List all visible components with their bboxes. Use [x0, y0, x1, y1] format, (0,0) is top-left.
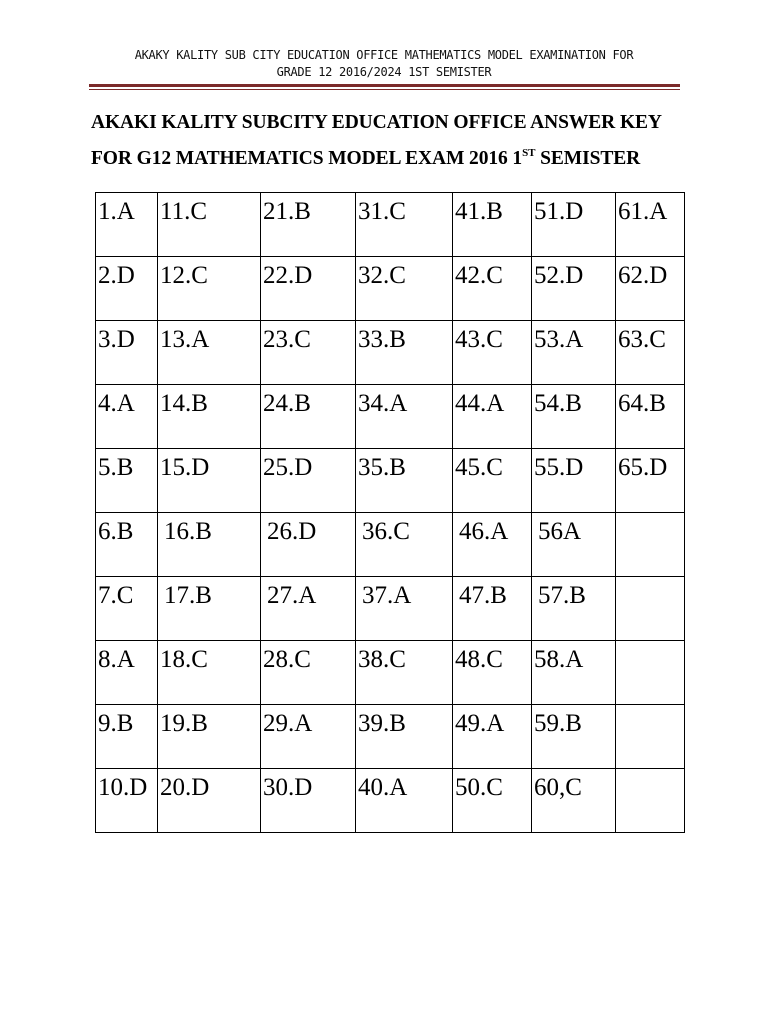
answer-cell: 44.A — [453, 385, 532, 449]
answer-cell: 19.B — [158, 705, 261, 769]
answer-cell: 22.D — [261, 257, 356, 321]
answer-cell: 54.B — [532, 385, 616, 449]
answer-cell: 16.B — [158, 513, 261, 577]
answer-cell: 56A — [532, 513, 616, 577]
answer-cell: 41.B — [453, 193, 532, 257]
header-rule-thick — [89, 84, 680, 87]
answer-cell: 18.C — [158, 641, 261, 705]
answer-cell: 64.B — [616, 385, 685, 449]
answer-cell: 3.D — [96, 321, 158, 385]
answer-cell: 1.A — [96, 193, 158, 257]
table-row — [96, 513, 685, 577]
answer-cell: 43.C — [453, 321, 532, 385]
answer-cell: 2.D — [96, 257, 158, 321]
answer-cell: 12.C — [158, 257, 261, 321]
answer-cell: 31.C — [356, 193, 453, 257]
table-row — [96, 321, 685, 385]
answer-cell: 21.B — [261, 193, 356, 257]
answer-cell: 11.C — [158, 193, 261, 257]
title-superscript: ST — [522, 147, 536, 159]
title-line-1: AKAKI KALITY SUBCITY EDUCATION OFFICE ANSWER KEY — [91, 112, 662, 133]
answer-cell: 50.C — [453, 769, 532, 833]
document-title — [91, 105, 731, 177]
answer-cell: 57.B — [532, 577, 616, 641]
answer-cell: 52.D — [532, 257, 616, 321]
answer-cell: 34.A — [356, 385, 453, 449]
answer-cell: 59.B — [532, 705, 616, 769]
answer-cell: 63.C — [616, 321, 685, 385]
answer-cell: 33.B — [356, 321, 453, 385]
answer-cell: 27.A — [261, 577, 356, 641]
answer-cell: 13.A — [158, 321, 261, 385]
answer-cell: 28.C — [261, 641, 356, 705]
answer-cell: 35.B — [356, 449, 453, 513]
answer-cell: 7.C — [96, 577, 158, 641]
answer-cell: 20.D — [158, 769, 261, 833]
answer-cell: 15.D — [158, 449, 261, 513]
table-row — [96, 769, 685, 833]
answer-cell — [616, 513, 685, 577]
answer-cell — [616, 769, 685, 833]
answer-cell — [616, 705, 685, 769]
answer-cell: 46.A — [453, 513, 532, 577]
answer-cell — [616, 641, 685, 705]
table-row — [96, 705, 685, 769]
answer-cell: 55.D — [532, 449, 616, 513]
table-row — [96, 641, 685, 705]
header-rule-thin — [89, 89, 680, 90]
answer-cell: 32.C — [356, 257, 453, 321]
answer-cell: 4.A — [96, 385, 158, 449]
answer-cell: 30.D — [261, 769, 356, 833]
title-line-2 — [91, 141, 731, 177]
table-row — [96, 257, 685, 321]
answer-cell: 53.A — [532, 321, 616, 385]
answer-cell: 10.D — [96, 769, 158, 833]
answer-cell: 17.B — [158, 577, 261, 641]
answer-cell: 23.C — [261, 321, 356, 385]
answer-cell: 37.A — [356, 577, 453, 641]
answer-cell: 29.A — [261, 705, 356, 769]
answer-cell — [616, 577, 685, 641]
answer-cell: 14.B — [158, 385, 261, 449]
answer-cell: 51.D — [532, 193, 616, 257]
answer-cell: 5.B — [96, 449, 158, 513]
answer-cell: 9.B — [96, 705, 158, 769]
answer-cell: 39.B — [356, 705, 453, 769]
answer-cell: 40.A — [356, 769, 453, 833]
table-row — [96, 193, 685, 257]
header-line-2: GRADE 12 2016/2024 1ST SEMISTER — [276, 65, 492, 79]
table-row — [96, 577, 685, 641]
title-line-2-prefix: FOR G12 MATHEMATICS MODEL EXAM 2016 1 — [91, 148, 523, 169]
answer-cell: 58.A — [532, 641, 616, 705]
answer-cell: 25.D — [261, 449, 356, 513]
answer-key-table — [95, 192, 685, 833]
answer-table-body — [96, 193, 685, 833]
answer-cell: 60,C — [532, 769, 616, 833]
answer-cell: 26.D — [261, 513, 356, 577]
page-header — [60, 47, 708, 81]
answer-cell: 49.A — [453, 705, 532, 769]
header-line-1: AKAKY KALITY SUB CITY EDUCATION OFFICE MATHEMATICS MODEL EXAMINATION FOR — [134, 48, 634, 62]
answer-cell: 48.C — [453, 641, 532, 705]
title-line-2-suffix: SEMISTER — [535, 148, 641, 169]
answer-cell: 45.C — [453, 449, 532, 513]
answer-cell: 62.D — [616, 257, 685, 321]
answer-cell: 36.C — [356, 513, 453, 577]
answer-cell: 8.A — [96, 641, 158, 705]
table-row — [96, 385, 685, 449]
answer-cell: 42.C — [453, 257, 532, 321]
answer-cell: 24.B — [261, 385, 356, 449]
answer-cell: 65.D — [616, 449, 685, 513]
answer-cell: 61.A — [616, 193, 685, 257]
answer-cell: 6.B — [96, 513, 158, 577]
answer-cell: 47.B — [453, 577, 532, 641]
answer-cell: 38.C — [356, 641, 453, 705]
table-row — [96, 449, 685, 513]
